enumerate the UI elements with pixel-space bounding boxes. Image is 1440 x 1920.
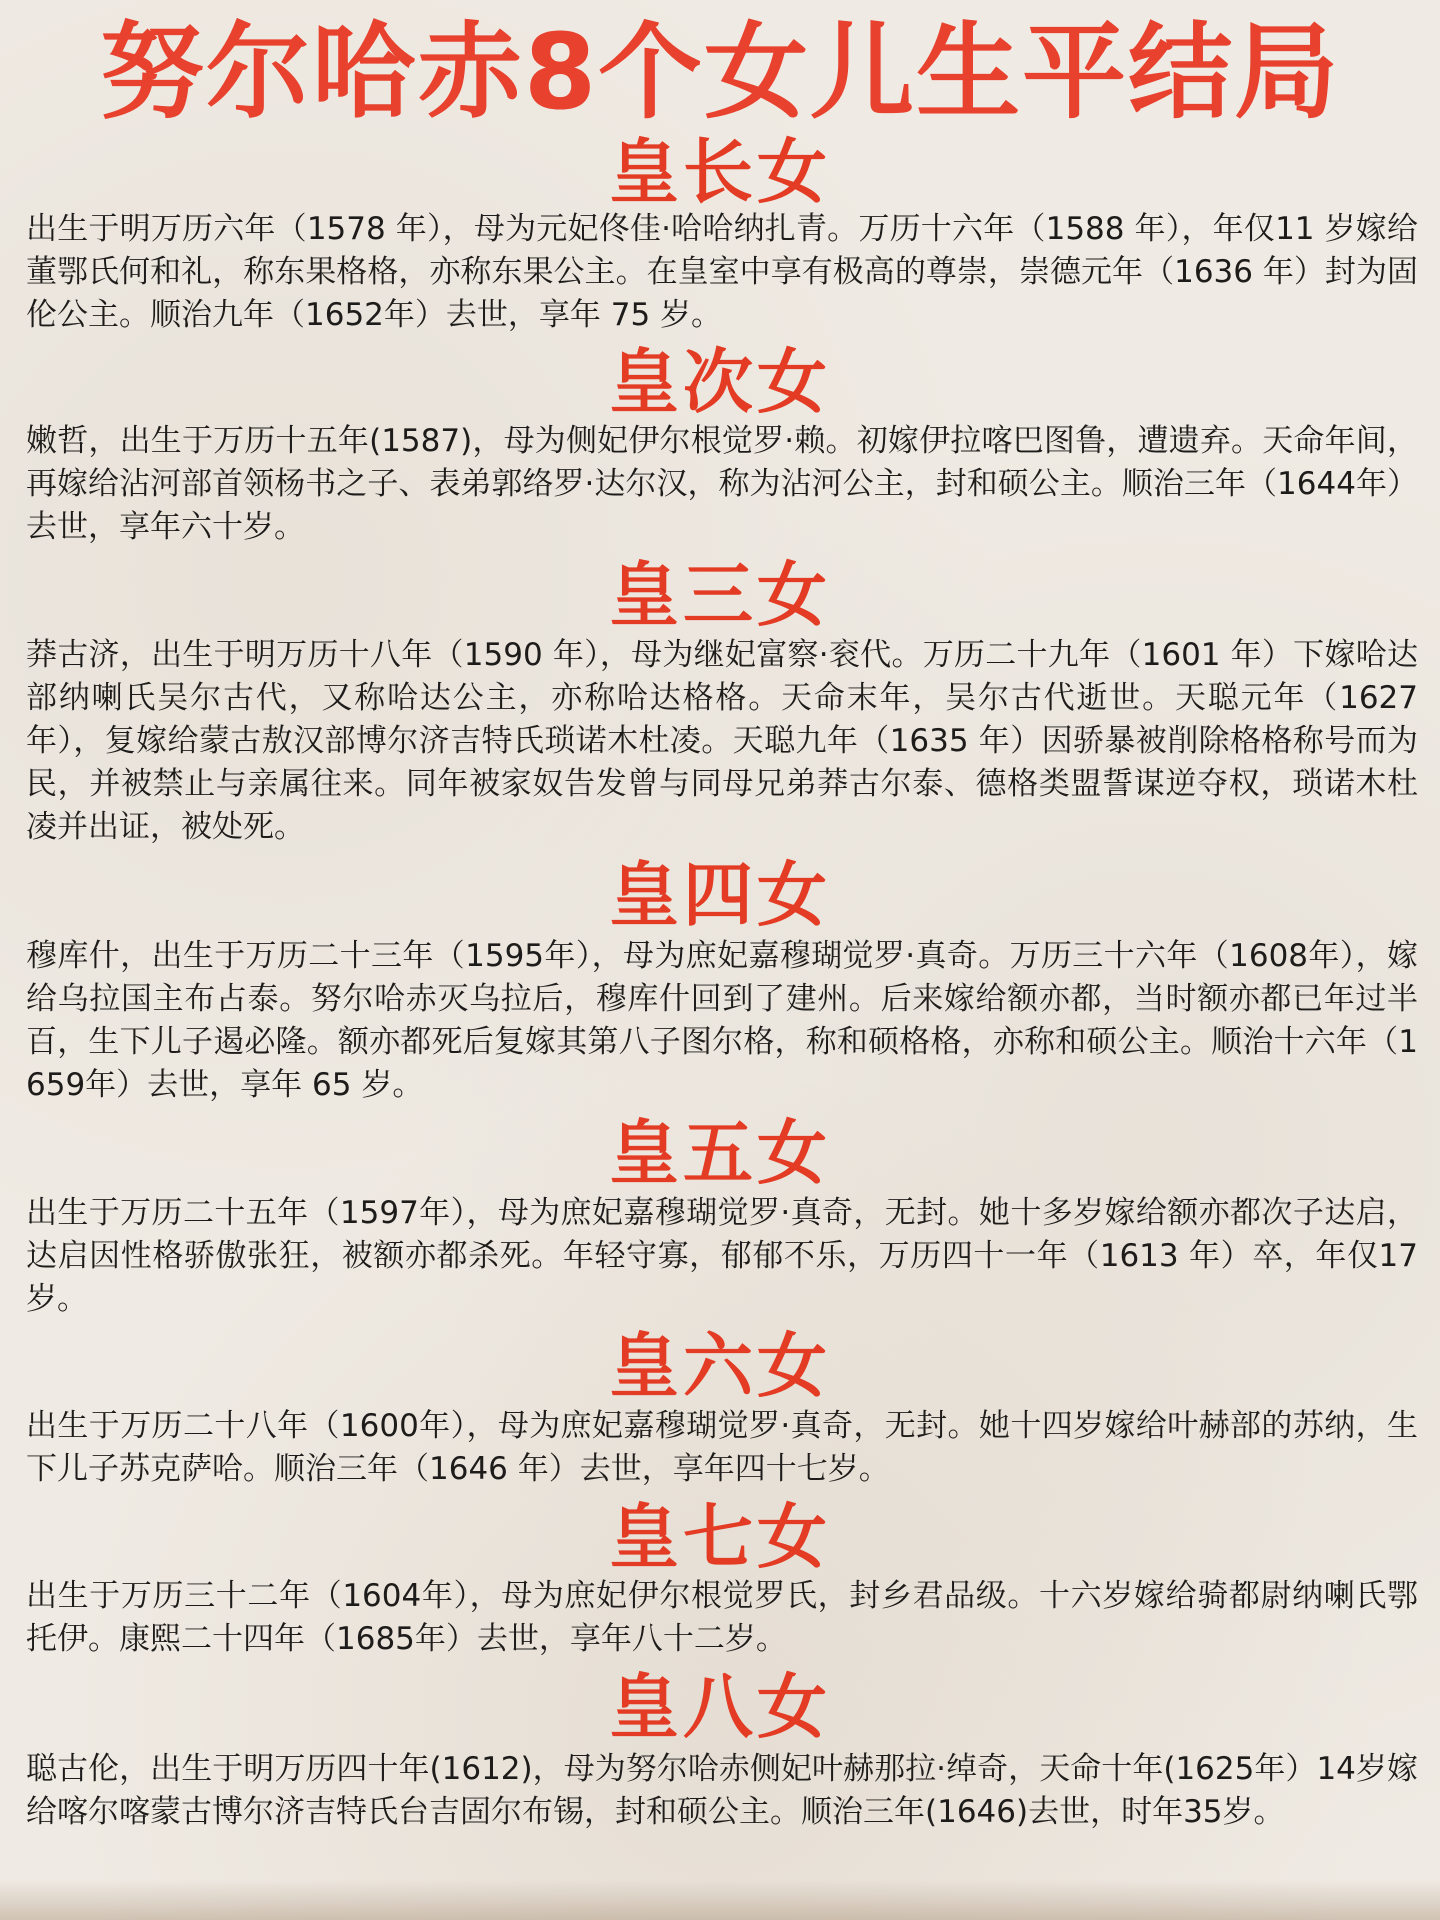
decorative-footer [0, 1880, 1440, 1920]
section-body-4: 穆库什，出生于万历二十三年（1595年），母为庶妃嘉穆瑚觉罗·真奇。万历三十六年（1608年），嫁给乌拉国主布占泰。努尔哈赤灭乌拉后，穆库什回到了建州。后来嫁给额亦都，当时额亦都已年过半百，生下儿子遏必隆。额亦都死后复嫁其第八子图尔格，称和硕格格，亦称和硕公主。顺治十六年（1659年）去世，享年 65 岁。 [26, 938, 1418, 1103]
section-heading-3: 皇三女 [609, 554, 831, 636]
section-heading-2: 皇次女 [609, 341, 831, 423]
page-title: 努尔哈赤8个女儿生平结局 [99, 11, 1341, 133]
section-body-7: 出生于万历三十二年（1604年），母为庶妃伊尔根觉罗氏，封乡君品级。十六岁嫁给骑都尉纳喇氏鄂托伊。康熙二十四年（1685年）去世，享年八十二岁。 [26, 1578, 1418, 1657]
section-body-5: 出生于万历二十五年（1597年），母为庶妃嘉穆瑚觉罗·真奇，无封。她十多岁嫁给额亦都次子达启，达启因性格骄傲张狂，被额亦都杀死。年轻守寡，郁郁不乐，万历四十一年（1613 年）卒，年仅17岁。 [26, 1195, 1418, 1317]
section-heading-5: 皇五女 [609, 1112, 831, 1194]
section-body-8: 聪古伦，出生于明万历四十年(1612)，母为努尔哈赤侧妃叶赫那拉·绰奇，天命十年(1625年）14岁嫁给喀尔喀蒙古博尔济吉特氏台吉固尔布锡，封和硕公主。顺治三年(1646)去世，时年35岁。 [26, 1751, 1418, 1830]
section-heading-8: 皇八女 [609, 1666, 831, 1748]
section-body-6: 出生于万历二十八年（1600年），母为庶妃嘉穆瑚觉罗·真奇，无封。她十四岁嫁给叶赫部的苏纳，生下儿子苏克萨哈。顺治三年（1646 年）去世，享年四十七岁。 [26, 1408, 1418, 1487]
section-heading-7: 皇七女 [609, 1496, 831, 1578]
section-body-1: 出生于明万历六年（1578 年），母为元妃佟佳·哈哈纳扎青。万历十六年（1588 年），年仅11 岁嫁给董鄂氏何和礼，称东果格格，亦称东果公主。在皇室中享有极高的尊崇，崇德元年（1636 年）封为固伦公主。顺治九年（1652年）去世，享年 75 岁。 [26, 211, 1418, 333]
section-body-3: 莽古济，出生于明万历十八年（1590 年），母为继妃富察·衮代。万历二十九年（1601 年）下嫁哈达部纳喇氏吴尔古代，又称哈达公主，亦称哈达格格。天命末年，吴尔古代逝世。天聪元年（1627 年），复嫁给蒙古敖汉部博尔济吉特氏琐诺木杜凌。天聪九年（1635 年）因骄暴被削除格格称号而为民，并被禁止与亲属往来。同年被家奴告发曾与同母兄弟莽古尔泰、德格类盟誓谋逆夺权，琐诺木杜凌并出证，被处死。 [26, 637, 1418, 845]
section-heading-4: 皇四女 [609, 854, 831, 936]
section-heading-1: 皇长女 [609, 131, 831, 213]
section-heading-6: 皇六女 [609, 1325, 831, 1407]
section-body-2: 嫩哲，出生于万历十五年(1587)，母为侧妃伊尔根觉罗·赖。初嫁伊拉喀巴图鲁，遭遗弃。天命年间，再嫁给沾河部首领杨书之子、表弟郭络罗·达尔汉，称为沾河公主，封和硕公主。顺治三年（1644年）去世，享年六十岁。 [26, 423, 1418, 545]
